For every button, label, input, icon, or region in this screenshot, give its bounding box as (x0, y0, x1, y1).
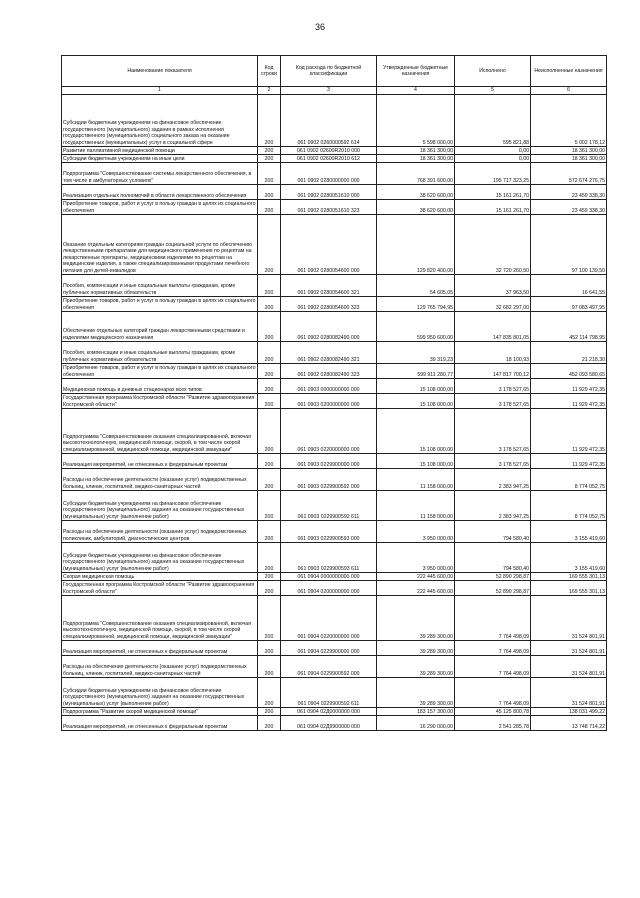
row-approved: 54 605,05 (377, 275, 455, 297)
row-executed: 45 125 800,78 (455, 708, 531, 716)
row-name: Обеспечение отдельных категорий граждан лекарственными средствами и изделиями медицинского назначения (62, 312, 258, 342)
column-index: 5 (455, 87, 531, 95)
row-executed: 3 178 527,65 (455, 409, 531, 454)
table-row (62, 454, 607, 469)
row-classification: 061 0904 0000000000 000 (281, 573, 377, 581)
table-row (62, 147, 607, 155)
row-approved: 222 445 600,00 (377, 581, 455, 596)
table-row (62, 521, 607, 543)
row-code: 200 (258, 342, 281, 364)
table-row (62, 581, 607, 596)
column-index-row (62, 87, 607, 95)
row-approved: 15 108 000,00 (377, 454, 455, 469)
table-row (62, 95, 607, 147)
row-executed: 3 178 527,65 (455, 379, 531, 394)
row-classification: 061 0904 02Д0000000 000 (281, 708, 377, 716)
row-classification: 061 0902 0280051610 323 (281, 200, 377, 215)
table-row (62, 469, 607, 491)
row-code: 200 (258, 185, 281, 200)
row-code: 200 (258, 708, 281, 716)
row-executed: 32 682 297,00 (455, 297, 531, 312)
table-row (62, 596, 607, 641)
row-name: Подпрограмма "Совершенствование оказания специализированной, включая высокотехнологичную, медицинской помощи, скорой, в том числе скорой специализированной, медицинской помощи, медицинской эвакуации" (62, 409, 258, 454)
row-executed: 7 764 498,09 (455, 596, 531, 641)
row-executed: 52 890 298,87 (455, 581, 531, 596)
row-classification: 061 0904 02Д9900000 000 (281, 716, 377, 731)
row-classification: 061 0903 0000000000 000 (281, 379, 377, 394)
row-classification: 061 0904 0229900592 000 (281, 656, 377, 678)
row-name: Медицинская помощь в дневных стационарах всех типов (62, 379, 258, 394)
row-unexecuted: 3 155 419,60 (531, 521, 607, 543)
row-unexecuted: 21 218,30 (531, 342, 607, 364)
row-code: 200 (258, 716, 281, 731)
row-executed: 7 764 498,09 (455, 656, 531, 678)
table-row (62, 678, 607, 708)
row-code: 200 (258, 147, 281, 155)
row-name: Расходы на обеспечение деятельности (оказание услуг) подведомственных больниц, клиник, госпиталей, медико-санитарных частей (62, 656, 258, 678)
row-classification: 061 0903 0200000000 000 (281, 394, 377, 409)
row-approved: 18 361 300,00 (377, 147, 455, 155)
row-name: Субсидии бюджетным учреждениям на финансовое обеспечение государственного (муниципального) задания на оказание государственных (муниципальных) услуг (выполнение работ) (62, 678, 258, 708)
row-classification: 061 0902 0280082490 323 (281, 364, 377, 379)
row-classification: 061 0902 0280082490 000 (281, 312, 377, 342)
row-unexecuted: 3 155 419,60 (531, 543, 607, 573)
row-approved: 18 361 300,00 (377, 155, 455, 163)
table-row (62, 379, 607, 394)
row-executed: 595 821,88 (455, 95, 531, 147)
table-row (62, 200, 607, 215)
row-approved: 183 157 300,00 (377, 708, 455, 716)
row-executed: 32 720 260,50 (455, 215, 531, 275)
row-classification: 061 0902 02600R2010 612 (281, 155, 377, 163)
row-approved: 768 391 600,00 (377, 163, 455, 185)
row-code: 200 (258, 454, 281, 469)
row-classification: 061 0903 0229900593 611 (281, 543, 377, 573)
row-unexecuted: 16 641,55 (531, 275, 607, 297)
table-row (62, 342, 607, 364)
table-row (62, 185, 607, 200)
row-name: Государственная программа Костромской области "Развитие здравоохранения Костромской области" (62, 581, 258, 596)
column-index: 1 (62, 87, 258, 95)
header-classification: Код расхода по бюджетной классификации (281, 56, 377, 87)
header-approved: Утвержденные бюджетные назначения (377, 56, 455, 87)
row-unexecuted: 97 100 139,50 (531, 215, 607, 275)
row-executed: 147 817 700,12 (455, 364, 531, 379)
row-approved: 15 108 000,00 (377, 409, 455, 454)
row-name: Развитие паллиативной медицинской помощи (62, 147, 258, 155)
row-unexecuted: 23 459 338,30 (531, 200, 607, 215)
row-approved: 222 445 600,00 (377, 573, 455, 581)
row-unexecuted: 452 093 580,65 (531, 364, 607, 379)
row-approved: 39 289 300,00 (377, 678, 455, 708)
row-approved: 129 765 794,95 (377, 297, 455, 312)
row-executed: 15 161 261,70 (455, 185, 531, 200)
table-row (62, 155, 607, 163)
row-approved: 3 950 000,00 (377, 521, 455, 543)
row-code: 200 (258, 364, 281, 379)
row-approved: 16 290 000,00 (377, 716, 455, 731)
row-approved: 39 319,23 (377, 342, 455, 364)
row-code: 200 (258, 200, 281, 215)
row-unexecuted: 18 361 300,00 (531, 147, 607, 155)
table-row (62, 573, 607, 581)
row-executed: 147 835 801,05 (455, 312, 531, 342)
row-name: Приобретение товаров, работ и услуг в пользу граждан в целях их социального обеспечения (62, 364, 258, 379)
row-code: 200 (258, 312, 281, 342)
row-code: 200 (258, 581, 281, 596)
row-name: Субсидии бюджетным учреждениям на иные цели (62, 155, 258, 163)
row-approved: 129 820 400,00 (377, 215, 455, 275)
row-unexecuted: 11 929 472,35 (531, 409, 607, 454)
row-approved: 39 289 300,00 (377, 596, 455, 641)
table-row (62, 409, 607, 454)
row-approved: 11 158 000,00 (377, 491, 455, 521)
row-approved: 599 950 600,00 (377, 312, 455, 342)
row-name: Реализация мероприятий, не отнесенных к федеральным проектам (62, 454, 258, 469)
row-classification: 061 0902 0280000000 000 (281, 163, 377, 185)
row-code: 200 (258, 163, 281, 185)
row-code: 200 (258, 297, 281, 312)
row-unexecuted: 8 774 052,75 (531, 469, 607, 491)
row-unexecuted: 31 524 801,91 (531, 596, 607, 641)
row-unexecuted: 5 002 178,12 (531, 95, 607, 147)
row-executed: 18 100,93 (455, 342, 531, 364)
row-unexecuted: 97 083 497,95 (531, 297, 607, 312)
row-executed: 3 178 527,65 (455, 454, 531, 469)
row-unexecuted: 31 524 801,91 (531, 656, 607, 678)
row-classification: 061 0902 0280054600 323 (281, 297, 377, 312)
row-executed: 2 383 947,25 (455, 491, 531, 521)
row-unexecuted: 18 361 300,00 (531, 155, 607, 163)
budget-report-table (61, 55, 607, 731)
row-name: Расходы на обеспечение деятельности (оказание услуг) подведомственных больниц, клиник, госпиталей, медико-санитарных частей (62, 469, 258, 491)
table-row (62, 543, 607, 573)
row-approved: 39 289 300,00 (377, 656, 455, 678)
row-name: Реализация мероприятий, не отнесенных к федеральным проектам (62, 641, 258, 656)
row-code: 200 (258, 95, 281, 147)
row-code: 200 (258, 215, 281, 275)
row-approved: 599 911 280,77 (377, 364, 455, 379)
row-approved: 39 289 300,00 (377, 641, 455, 656)
row-code: 200 (258, 656, 281, 678)
row-unexecuted: 31 524 801,91 (531, 641, 607, 656)
header-code: Код строки (258, 56, 281, 87)
row-unexecuted: 11 929 472,35 (531, 394, 607, 409)
header-executed: Исполнено (455, 56, 531, 87)
table-row (62, 491, 607, 521)
row-code: 200 (258, 469, 281, 491)
row-name: Субсидии бюджетным учреждениям на финансовое обеспечение государственного (муниципального) задания в рамках исполнения государственного (муниципального) социального заказа на оказание государственных (муниципальных) услуг в социальной сфере (62, 95, 258, 147)
row-unexecuted: 169 555 301,13 (531, 573, 607, 581)
row-classification: 061 0904 0229900592 611 (281, 678, 377, 708)
table-row (62, 163, 607, 185)
row-code: 200 (258, 573, 281, 581)
row-executed: 2 383 947,25 (455, 469, 531, 491)
row-classification: 061 0902 0260000592 614 (281, 95, 377, 147)
row-code: 200 (258, 641, 281, 656)
row-approved: 38 620 600,00 (377, 185, 455, 200)
row-approved: 5 598 000,00 (377, 95, 455, 147)
column-index: 3 (281, 87, 377, 95)
row-name: Пособия, компенсации и иные социальные выплаты гражданам, кроме публичных нормативных обязательств (62, 275, 258, 297)
row-name: Реализация мероприятий, не отнесенных к федеральным проектам (62, 716, 258, 731)
row-code: 200 (258, 394, 281, 409)
table-row (62, 297, 607, 312)
row-approved: 3 950 000,00 (377, 543, 455, 573)
row-code: 200 (258, 678, 281, 708)
row-classification: 061 0902 0280051610 000 (281, 185, 377, 200)
row-approved: 11 158 000,00 (377, 469, 455, 491)
row-code: 200 (258, 379, 281, 394)
row-classification: 061 0903 0220000000 000 (281, 409, 377, 454)
row-executed: 37 963,50 (455, 275, 531, 297)
column-index: 6 (531, 87, 607, 95)
row-name: Государственная программа Костромской области "Развитие здравоохранения Костромской области" (62, 394, 258, 409)
row-classification: 061 0904 0200000000 000 (281, 581, 377, 596)
row-unexecuted: 13 748 714,22 (531, 716, 607, 731)
row-unexecuted: 11 929 472,35 (531, 454, 607, 469)
row-name: Подпрограмма "Совершенствование системы лекарственного обеспечения, в том числе в амбулаторных условиях" (62, 163, 258, 185)
row-name: Скорая медицинская помощь (62, 573, 258, 581)
header-row (62, 56, 607, 87)
table-row (62, 716, 607, 731)
row-name: Подпрограмма "Совершенствование оказания специализированной, включая высокотехнологичную, медицинской помощи, скорой, в том числе скорой специализированной, медицинской помощи, медицинской эвакуации" (62, 596, 258, 641)
row-classification: 061 0902 0280054600 321 (281, 275, 377, 297)
row-executed: 7 764 498,09 (455, 678, 531, 708)
row-executed: 794 580,40 (455, 543, 531, 573)
table-row (62, 215, 607, 275)
row-classification: 061 0903 0229900592 611 (281, 491, 377, 521)
row-unexecuted: 169 555 301,13 (531, 581, 607, 596)
row-approved: 38 620 600,00 (377, 200, 455, 215)
row-code: 200 (258, 409, 281, 454)
row-classification: 061 0903 0229900593 000 (281, 521, 377, 543)
page-number: 36 (314, 22, 325, 32)
row-executed: 0,00 (455, 147, 531, 155)
header-unexecuted: Неисполненные назначения (531, 56, 607, 87)
row-code: 200 (258, 521, 281, 543)
table-row (62, 641, 607, 656)
row-code: 200 (258, 275, 281, 297)
header-name: Наименование показателя (62, 56, 258, 87)
row-executed: 52 890 298,87 (455, 573, 531, 581)
row-code: 200 (258, 491, 281, 521)
row-name: Приобретение товаров, работ и услуг в пользу граждан в целях их социального обеспечения (62, 200, 258, 215)
row-unexecuted: 23 459 338,30 (531, 185, 607, 200)
row-name: Субсидии бюджетным учреждениям на финансовое обеспечение государственного (муниципального) задания на оказание государственных (муниципальных) услуг (выполнение работ) (62, 543, 258, 573)
row-classification: 061 0904 0220000000 000 (281, 596, 377, 641)
row-executed: 3 178 527,65 (455, 394, 531, 409)
table-row (62, 394, 607, 409)
row-unexecuted: 452 114 798,95 (531, 312, 607, 342)
row-classification: 061 0904 0229900000 000 (281, 641, 377, 656)
row-unexecuted: 138 031 499,22 (531, 708, 607, 716)
row-classification: 061 0902 0280054600 000 (281, 215, 377, 275)
row-code: 200 (258, 155, 281, 163)
row-unexecuted: 572 674 276,75 (531, 163, 607, 185)
row-unexecuted: 11 929 472,35 (531, 379, 607, 394)
row-unexecuted: 8 774 052,75 (531, 491, 607, 521)
row-executed: 7 764 498,09 (455, 641, 531, 656)
table-row (62, 312, 607, 342)
row-executed: 195 717 323,25 (455, 163, 531, 185)
table-row (62, 275, 607, 297)
row-name: Субсидии бюджетным учреждениям на финансовое обеспечение государственного (муниципального) задания на оказание государственных (муниципальных) услуг (выполнение работ) (62, 491, 258, 521)
row-name: Приобретение товаров, работ и услуг в пользу граждан в целях их социального обеспечения (62, 297, 258, 312)
row-code: 200 (258, 596, 281, 641)
row-classification: 061 0902 0280082490 321 (281, 342, 377, 364)
table-row (62, 656, 607, 678)
table-row (62, 364, 607, 379)
row-name: Оказание отдельным категориям граждан социальной услуги по обеспечению лекарственными препаратами для медицинского применения по рецептам на лекарственные препараты, медицинскими изделиями по рецептам на медицинские изделия, а также специализированными продуктами лечебного питания для детей-инвалидов (62, 215, 258, 275)
row-classification: 061 0903 0229900592 000 (281, 469, 377, 491)
row-unexecuted: 31 524 801,91 (531, 678, 607, 708)
row-approved: 15 108 000,00 (377, 379, 455, 394)
row-code: 200 (258, 543, 281, 573)
row-name: Пособия, компенсации и иные социальные выплаты гражданам, кроме публичных нормативных обязательств (62, 342, 258, 364)
row-name: Подпрограмма "Развитие скорой медицинской помощи" (62, 708, 258, 716)
row-executed: 15 161 261,70 (455, 200, 531, 215)
row-classification: 061 0903 0229900000 000 (281, 454, 377, 469)
column-index: 2 (258, 87, 281, 95)
table-body (62, 95, 607, 731)
table-row (62, 708, 607, 716)
row-executed: 0,00 (455, 155, 531, 163)
row-executed: 2 541 285,78 (455, 716, 531, 731)
column-index: 4 (377, 87, 455, 95)
row-name: Реализация отдельных полномочий в области лекарственного обеспечения (62, 185, 258, 200)
row-executed: 794 580,40 (455, 521, 531, 543)
row-classification: 061 0902 02600R2010 000 (281, 147, 377, 155)
row-name: Расходы на обеспечение деятельности (оказание услуг) подведомственных поликлиник, амбулаторий, диагностических центров (62, 521, 258, 543)
row-approved: 15 108 000,00 (377, 394, 455, 409)
